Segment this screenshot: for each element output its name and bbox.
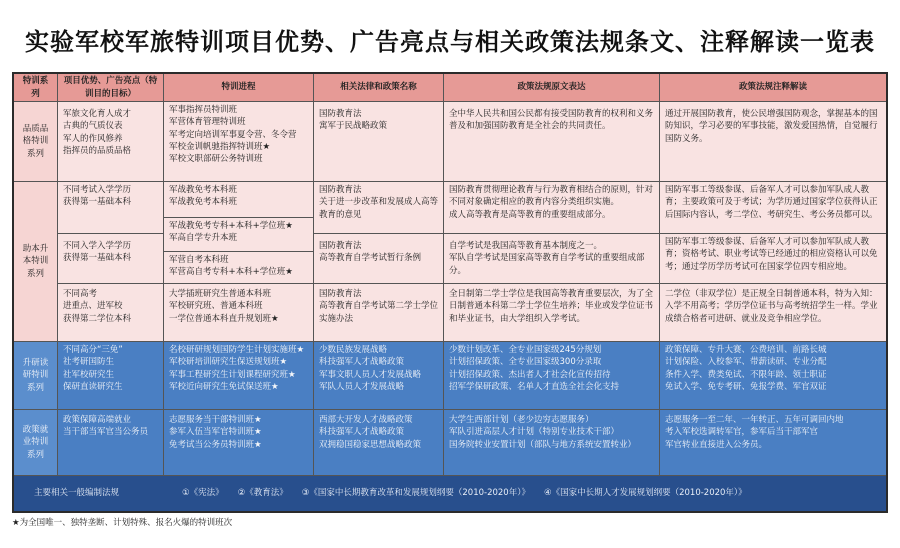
advantage-item: 获得第一基础本科	[63, 253, 132, 264]
advantage-item: 军旅文化育人成才	[63, 109, 132, 119]
row2b-original	[444, 234, 660, 284]
original-text: 军队自学考试是国家高等教育自学考试的重要组成部分。	[449, 253, 645, 276]
advantage-item: 社考研国防生	[63, 357, 115, 368]
law-reference: ②《教育法》	[237, 488, 288, 499]
row2a-notes	[660, 182, 886, 234]
original-text: 大学生西部计划（老少边穷志愿服务）	[449, 415, 594, 425]
category-label: 品质品格特训系列	[22, 124, 49, 159]
note-text: 计划保险、入校参军、带薪读研、专业分配	[665, 357, 827, 368]
process-item: 名校研研规划国防学生计划实施班★	[169, 345, 305, 355]
process-item: 大学插班研究生普通本科班	[169, 289, 272, 299]
policy-table	[12, 72, 888, 513]
category-label: 政策就业特训系列	[22, 425, 49, 460]
category-upgrade	[14, 182, 58, 342]
category-graduate	[14, 342, 58, 410]
original-text: 少数计划改革、全专业国家级245分规划	[449, 345, 602, 355]
laws-summary-label: 主要相关一般编制法规	[34, 488, 120, 499]
original-text: 国防教育贯彻理论教育与行为教育相结合的原则，针对不同对象确定相应的教育内容分类组织实施。	[449, 185, 654, 208]
row1-notes	[660, 102, 886, 182]
row4-advantages	[58, 342, 164, 410]
note-text: 国防军事工等级参谋、后备军人才可以参加军队成人教育；资格考试、职业考试等已经通过的相应资格认可以免考；通过学历学历考试可在国家学位四专相应地。	[665, 237, 878, 272]
category-employment	[14, 410, 58, 476]
row2b-process	[164, 218, 314, 252]
process-item: 一学位普通本科直升规划班★	[169, 313, 279, 324]
original-text: 招军学保研政策、名单人才直选全社会化支持	[449, 381, 620, 392]
law-item: 科技强军人才战略政策	[319, 427, 405, 438]
row2c-process	[164, 252, 314, 284]
original-text: 军队引进高层人才计划（特别专业技术干部）	[449, 427, 620, 438]
header-original: 政策法规原文表达	[444, 74, 660, 102]
process-item: 参军入伍当军官特训班★	[169, 427, 262, 438]
process-item: 军高自学专升本班	[169, 233, 238, 244]
advantage-item: 指挥员的品质品格	[63, 145, 132, 156]
process-item: 军校研究班、普通本科班	[169, 301, 263, 312]
advantage-item: 获得第二学位本科	[63, 313, 132, 324]
laws-summary-row	[14, 476, 886, 511]
law-item: 国防教育法	[319, 185, 362, 195]
process-item: 军战教免考本科班	[169, 185, 238, 195]
note-text: 国防军事工等级参谋、后备军人才可以参加军队成人教育；主要政策可及于考试；为学历通过国家学位获得认正后国际内容认，考二学位、考研究生、考公务员都可以。	[665, 185, 878, 220]
note-text: 考入军校选调转军官，参军后当干部军官	[665, 427, 819, 438]
advantage-item: 保研直读研究生	[63, 381, 123, 392]
original-text: 计划招保政策、杰出者人才社会化宣传招待	[449, 369, 611, 380]
original-text: 计划招保政策、全专业国家级300分录取	[449, 357, 602, 368]
law-item: 军事文职人员人才发展战略	[319, 369, 422, 380]
advantage-item: 不同入学入学学历	[63, 241, 132, 251]
row5-laws	[314, 410, 444, 476]
process-item: 军校近向研究生免试保送班★	[169, 381, 279, 392]
process-item: 军事指挥员特训班	[169, 105, 238, 115]
note-text: 免试入学、免专考研、免报学费、军官双证	[665, 381, 827, 392]
row3-notes	[660, 284, 886, 342]
row2a-process	[164, 182, 314, 218]
process-item: 军考定向培训军事夏令营、冬令营	[169, 129, 297, 140]
note-text: 志愿服务一至二年、一年转正、五年可调回内地	[665, 415, 844, 425]
header-laws: 相关法律和政策名称	[314, 74, 444, 102]
process-item: 军校文职部研公务特训班	[169, 154, 263, 165]
row3-process	[164, 284, 314, 342]
process-item: 免考试当公务员特训班★	[169, 439, 262, 450]
row5-original	[444, 410, 660, 476]
category-label: 助本升本特训系列	[22, 244, 49, 279]
original-text: 普及和加强国防教育是全社会的共同责任。	[449, 121, 611, 132]
process-item: 军校研培训研究生保送规划班★	[169, 357, 288, 368]
row4-original	[444, 342, 660, 410]
row5-advantages	[58, 410, 164, 476]
advantage-item: 进重点、进军校	[63, 301, 123, 312]
row4-notes	[660, 342, 886, 410]
advantage-item: 不同高分“三免”	[63, 345, 123, 355]
row2a-original	[444, 182, 660, 234]
page-title: 实验军校军旅特训项目优势、广告亮点与相关政策法规条文、注释解读一览表	[25, 28, 875, 56]
row2b-advantages	[58, 234, 164, 284]
row2b-notes	[660, 234, 886, 284]
original-text: 国务院转业安置计划（部队与地方系统安置转业）	[449, 439, 637, 450]
process-item: 军事工程研究生计划课程研究班★	[169, 369, 296, 380]
header-notes: 政策法规注释解读	[660, 74, 886, 102]
process-item: 志愿服务当干部特训班★	[169, 415, 262, 425]
law-item: 国防教育法	[319, 289, 362, 299]
row1-original	[444, 102, 660, 182]
row5-notes	[660, 410, 886, 476]
note-text: 二学位（非双学位）是正规全日制普通本科，特为入知：入学不用高考；学历学位证书与高考统招学生一样。学业成绩合格者可进研、就业及竞争相应学位。	[665, 289, 878, 324]
law-item: 高等教育自学考试暂行条例	[319, 253, 422, 264]
category-quality	[14, 102, 58, 182]
law-reference: ④《国家中长期人才发展规划纲要（2010-2020年）》	[543, 488, 747, 499]
law-reference: ①《宪法》	[182, 488, 224, 499]
process-item: 军营高自考专科+本科+学位班★	[169, 267, 293, 278]
original-text: 自学考试是我国高等教育基本制度之一。	[449, 241, 603, 251]
row2b-laws	[314, 234, 444, 284]
row4-laws	[314, 342, 444, 410]
advantage-item: 政策保障高端就业	[63, 415, 132, 425]
header-advantages: 项目优势、广告亮点（特训目的目标）	[58, 74, 164, 102]
footnote: ★为全国唯一、独特垄断、计划特殊、报名火爆的特训班次	[12, 518, 233, 528]
process-item: 军营自考本科班	[169, 255, 229, 265]
row3-advantages	[58, 284, 164, 342]
advantage-item: 社军校研究生	[63, 369, 115, 380]
advantage-item: 古典的气质仪表	[63, 121, 123, 132]
original-text: 成人高等教育是高等教育的重要组成部分。	[449, 209, 611, 220]
process-item: 军校金训帆驰指挥特训班★	[169, 141, 271, 152]
law-item: 寓军于民战略政策	[319, 121, 388, 132]
advantage-item: 不同考试入学学历	[63, 185, 132, 195]
law-item: 国防教育法	[319, 241, 362, 251]
row2a-laws	[314, 182, 444, 234]
category-label: 升研读研特训系列	[22, 358, 49, 393]
row1-process	[164, 102, 314, 182]
original-text: 全中华人民共和国公民都有接受国防教育的权利和义务	[449, 109, 654, 119]
advantage-item: 不同高考	[63, 289, 98, 299]
law-item: 双拥稳国稳家思想战略政策	[319, 439, 422, 450]
note-text: 政策保障、专升大赛、公费培训、前路长城	[665, 345, 827, 355]
law-item: 西部大开发人才战略政策	[319, 415, 413, 425]
row2a-advantages	[58, 182, 164, 234]
advantage-item: 获得第一基础本科	[63, 197, 132, 208]
law-item: 国防教育法	[319, 109, 362, 119]
original-text: 全日制第二学士学位是我国高等教育重要层次，为了全日制普通本科第二学士学位生培养；毕业或发学位证书和毕业证书，由大学组织入学考试。	[449, 289, 654, 324]
law-reference: ③《国家中长期教育改革和发展规划纲要（2010-2020年）》	[301, 488, 530, 499]
advantage-item: 军人的作风修养	[63, 133, 123, 144]
law-item: 军队人员人才发展战略	[319, 381, 405, 392]
process-item: 军营体育管理特训班	[169, 117, 246, 128]
row3-original	[444, 284, 660, 342]
row1-laws	[314, 102, 444, 182]
process-item: 军战教免考专科+本科+学位班★	[169, 221, 293, 231]
row4-process	[164, 342, 314, 410]
row5-process	[164, 410, 314, 476]
note-text: 军官转业直接进入公务员。	[665, 439, 768, 450]
note-text: 通过开展国防教育，使公民增强国防观念，掌握基本的国防知识，学习必要的军事技能，激发爱国热情，自觉履行国防义务。	[665, 109, 878, 144]
row3-laws	[314, 284, 444, 342]
header-process: 特训进程	[164, 74, 314, 102]
row1-advantages	[58, 102, 164, 182]
header-category: 特训系列	[14, 74, 58, 102]
law-item: 关于进一步改革和发展成人高等教育的意见	[319, 197, 439, 220]
law-item: 少数民族发展战略	[319, 345, 388, 355]
process-item: 军战教免考本科班	[169, 197, 238, 208]
law-item: 科技强军人才战略政策	[319, 357, 405, 368]
advantage-item: 当干部当军官当公务员	[63, 427, 149, 438]
note-text: 条件入学、费类免试、不限年龄、领士职证	[665, 369, 827, 380]
law-item: 高等教育自学考试第二学士学位实施办法	[319, 301, 439, 324]
